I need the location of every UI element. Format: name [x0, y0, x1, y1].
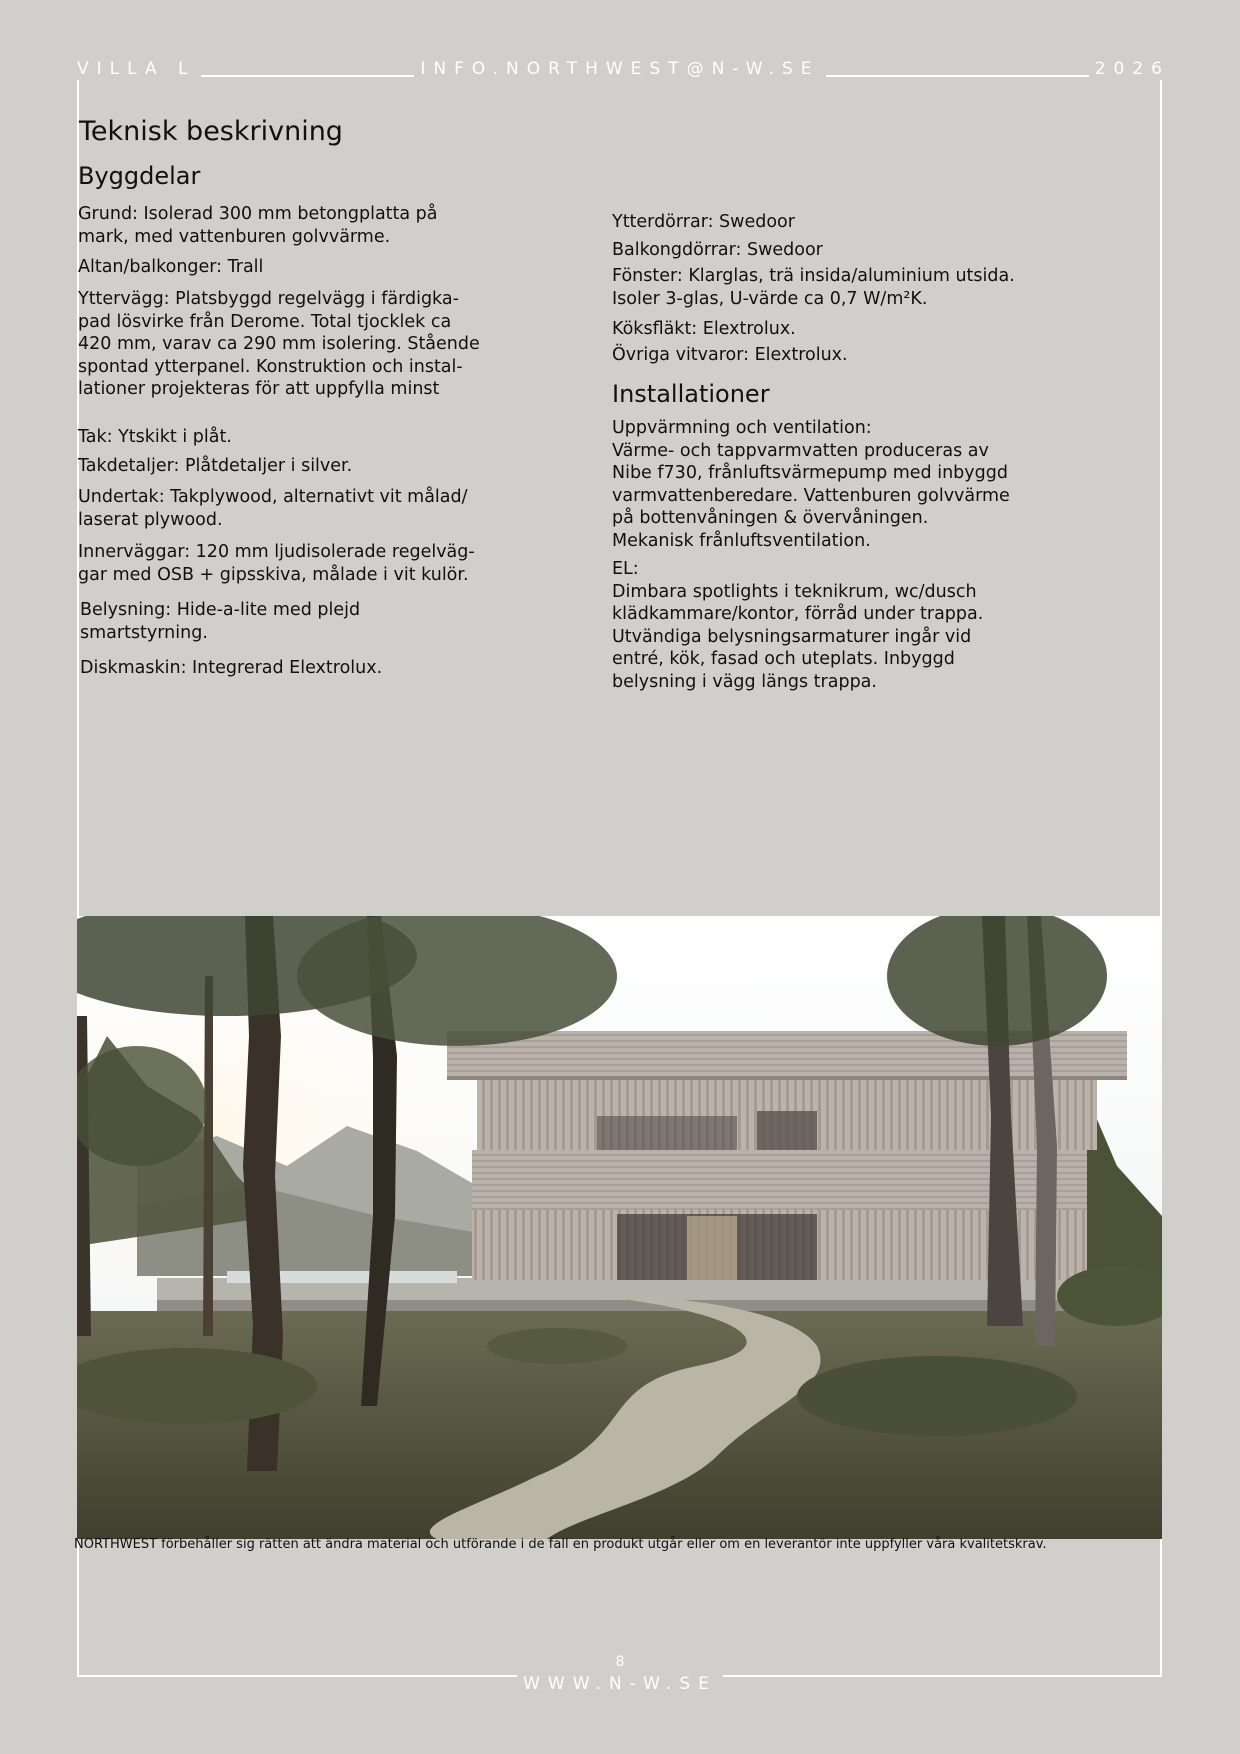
disclaimer-text: NORTHWEST förbehåller sig rätten att ändra material och utförande i de fall en produkt utgår eller om en leverantör inte uppfyller våra kvalitetskrav.	[74, 1537, 1047, 1552]
spec-altan: Altan/balkonger: Trall	[78, 257, 264, 277]
spec-fonster: Fönster: Klarglas, trä insida/aluminium utsida. Isoler 3-glas, U-värde ca 0,7 W/m²K.	[612, 266, 1015, 309]
spec-uppvarmning: Uppvärmning och ventilation: Värme- och tappvarmvatten produceras av Nibe f730, frånluftsvärmepump med inbyggd varmvattenberedare. Vattenburen golvvärme på bottenvåningen & övervåningen. Mekanisk frånluftsventilation.	[612, 418, 1010, 551]
spec-balkongdorrar: Balkongdörrar: Swedoor	[612, 240, 823, 260]
spec-undertak: Undertak: Takplywood, alternativt vit målad/ laserat plywood.	[78, 487, 468, 530]
spec-tak: Tak: Ytskikt i plåt.	[78, 427, 232, 447]
spec-ytterdorrar: Ytterdörrar: Swedoor	[612, 212, 795, 232]
page-title: Teknisk beskrivning	[79, 116, 343, 147]
villa-rendering-image	[77, 916, 1162, 1539]
header-email[interactable]: INFO.NORTHWEST@N-W.SE	[414, 59, 825, 79]
header-project-name: VILLA L	[77, 58, 201, 80]
header-year: 2026	[1089, 58, 1170, 80]
spec-yttervagg: Yttervägg: Platsbyggd regelvägg i färdigka- pad lösvirke från Derome. Total tjocklek ca 420 mm, varav ca 290 mm isolering. Stående spontad ytterpanel. Konstruktion och instal- lationer projekteras för att uppfylla minst	[78, 289, 480, 399]
footer-website-link[interactable]: WWW.N-W.SE	[517, 1674, 723, 1694]
spec-belysning: Belysning: Hide-a-lite med plejd smartstyrning.	[80, 600, 361, 643]
spec-takdetaljer: Takdetaljer: Plåtdetaljer i silver.	[78, 456, 353, 476]
section-heading-installationer: Installationer	[612, 380, 770, 408]
villa-illustration	[77, 916, 1162, 1539]
spec-ovriga-vitvaror: Övriga vitvaror: Elextrolux.	[612, 345, 848, 365]
spec-koksflakt: Köksfläkt: Elextrolux.	[612, 319, 796, 339]
spec-grund: Grund: Isolerad 300 mm betongplatta på mark, med vattenburen golvvärme.	[78, 204, 438, 247]
spec-innervaggar: Innerväggar: 120 mm ljudisolerade regelväg- gar med OSB + gipsskiva, målade i vit kulör.	[78, 542, 475, 585]
page-number: 8	[615, 1654, 625, 1670]
section-heading-byggdelar: Byggdelar	[78, 162, 201, 190]
spec-el: EL: Dimbara spotlights i teknikrum, wc/dusch klädkammare/kontor, förråd under trappa. Utvändiga belysningsarmaturer ingår vid entré, kök, fasad och uteplats. Inbyggd belysning i vägg längs trappa.	[612, 559, 984, 692]
spec-diskmaskin: Diskmaskin: Integrerad Elextrolux.	[80, 658, 383, 678]
